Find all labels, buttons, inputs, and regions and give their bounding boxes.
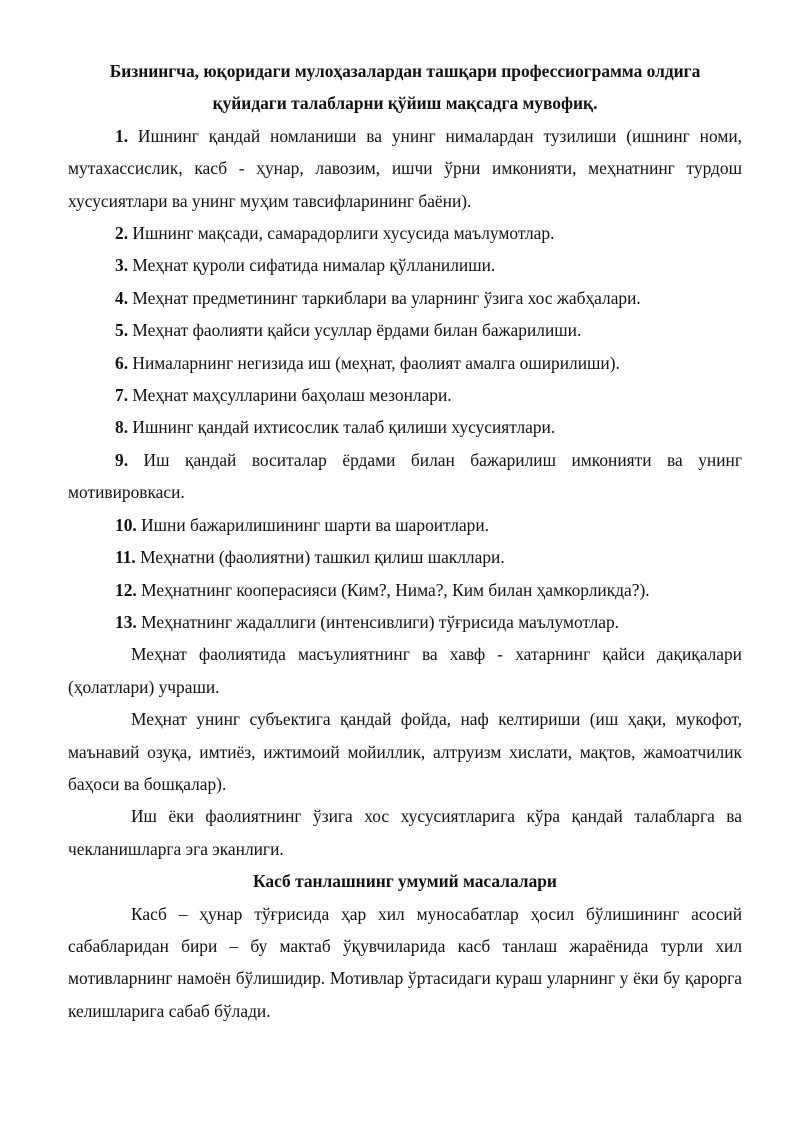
item-text: Меҳнат фаолияти қайси усуллар ёрдами билан бажарилиши.	[132, 320, 582, 341]
heading-line-1: Бизнингча, юқоридаги мулоҳазалардан ташқари профессиограмма олдига	[109, 61, 701, 81]
item-number: 10.	[115, 514, 137, 535]
item-number: 7.	[115, 385, 129, 406]
item-number: 13.	[115, 611, 137, 632]
list-item	[68, 379, 742, 411]
list-item	[68, 606, 742, 638]
item-text: Ишни бажарилишининг шарти ва шароитлари.	[141, 514, 490, 535]
item-number: 5.	[115, 320, 129, 341]
item-number: 6.	[115, 352, 129, 373]
heading-line-2: қуйидаги талабларни қўйиш мақсадга мувофиқ.	[212, 93, 598, 114]
list-item	[68, 444, 742, 509]
subsection-heading: Касб танлашнинг умумий масалалари	[253, 871, 557, 892]
item-text: Ишнинг мақсади, самарадорлиги хусусида маълумотлар.	[132, 223, 555, 244]
list-item	[68, 249, 742, 281]
list-item	[68, 541, 742, 573]
item-number: 12.	[115, 579, 137, 600]
section-heading	[68, 55, 742, 120]
item-text: Ишнинг қандай номланиши ва унинг нималардан тузилиши (ишнинг номи, мутахассислик, касб - ҳунар, лавозим, ишчи ўрни имконияти, меҳнатнинг турдош хусусиятлари ва унинг муҳим тавсифларининг баёни).	[68, 125, 742, 211]
item-number: 2.	[115, 223, 129, 244]
item-number: 9.	[115, 449, 129, 470]
item-number: 11.	[115, 547, 136, 568]
item-text: Меҳнат қуроли сифатида нималар қўлланилиши.	[132, 255, 496, 276]
closing-paragraph: Касб – ҳунар тўғрисида ҳар хил муносабатлар ҳосил бўлишининг асосий сабабларидан бири – бу мактаб ўқувчиларида касб танлаш жараёнида турли хил мотивларнинг намоён бўлишидир. Мотивлар ўртасидаги кураш уларнинг у ёки бу қарорга келишларига сабаб бўлади.	[68, 903, 742, 1021]
item-number: 4.	[115, 287, 129, 308]
item-text: Меҳнат предметининг таркиблари ва уларнинг ўзига хос жабҳалари.	[132, 287, 641, 308]
item-number: 3.	[115, 255, 129, 276]
item-text: Меҳнатнинг кооперасияси (Ким?, Нима?, Ким билан ҳамкорликда?).	[141, 579, 650, 600]
list-item	[68, 120, 742, 217]
item-text: Нималарнинг негизида иш (меҳнат, фаолият амалга оширилиши).	[132, 352, 620, 373]
item-text: Меҳнатни (фаолиятни) ташкил қилиш шакллари.	[140, 547, 505, 568]
list-item	[68, 217, 742, 249]
numbered-list	[68, 120, 742, 639]
list-item	[68, 509, 742, 541]
body-paragraph: Меҳнат фаолиятида масъулиятнинг ва хавф - хатарнинг қайси дақиқалари (ҳолатлари) учраши.	[68, 644, 742, 697]
item-text: Ишнинг қандай ихтисослик талаб қилиши хусусиятлари.	[132, 417, 556, 438]
document-page	[68, 55, 742, 1027]
body-paragraph: Иш ёки фаолиятнинг ўзига хос хусусиятларига кўра қандай талабларга ва чекланишларга эга эканлиги.	[68, 806, 742, 859]
list-item	[68, 411, 742, 443]
item-text: Меҳнатнинг жадаллиги (интенсивлиги) тўғрисида маълумотлар.	[141, 611, 620, 632]
list-item	[68, 314, 742, 346]
item-text: Меҳнат маҳсулларини баҳолаш мезонлари.	[132, 385, 452, 406]
body-paragraph: Меҳнат унинг субъектига қандай фойда, наф келтириши (иш ҳақи, мукофот, маънавий озуқа, имтиёз, ижтимоий мойиллик, алтруизм хислати, мақтов, жамоатчилик баҳоси ва бошқалар).	[68, 709, 742, 794]
list-item	[68, 574, 742, 606]
item-number: 1.	[115, 125, 129, 146]
list-item	[68, 347, 742, 379]
item-number: 8.	[115, 417, 129, 438]
list-item	[68, 282, 742, 314]
item-text: Иш қандай воситалар ёрдами билан бажарилиш имконияти ва унинг мотивировкаси.	[68, 449, 742, 503]
